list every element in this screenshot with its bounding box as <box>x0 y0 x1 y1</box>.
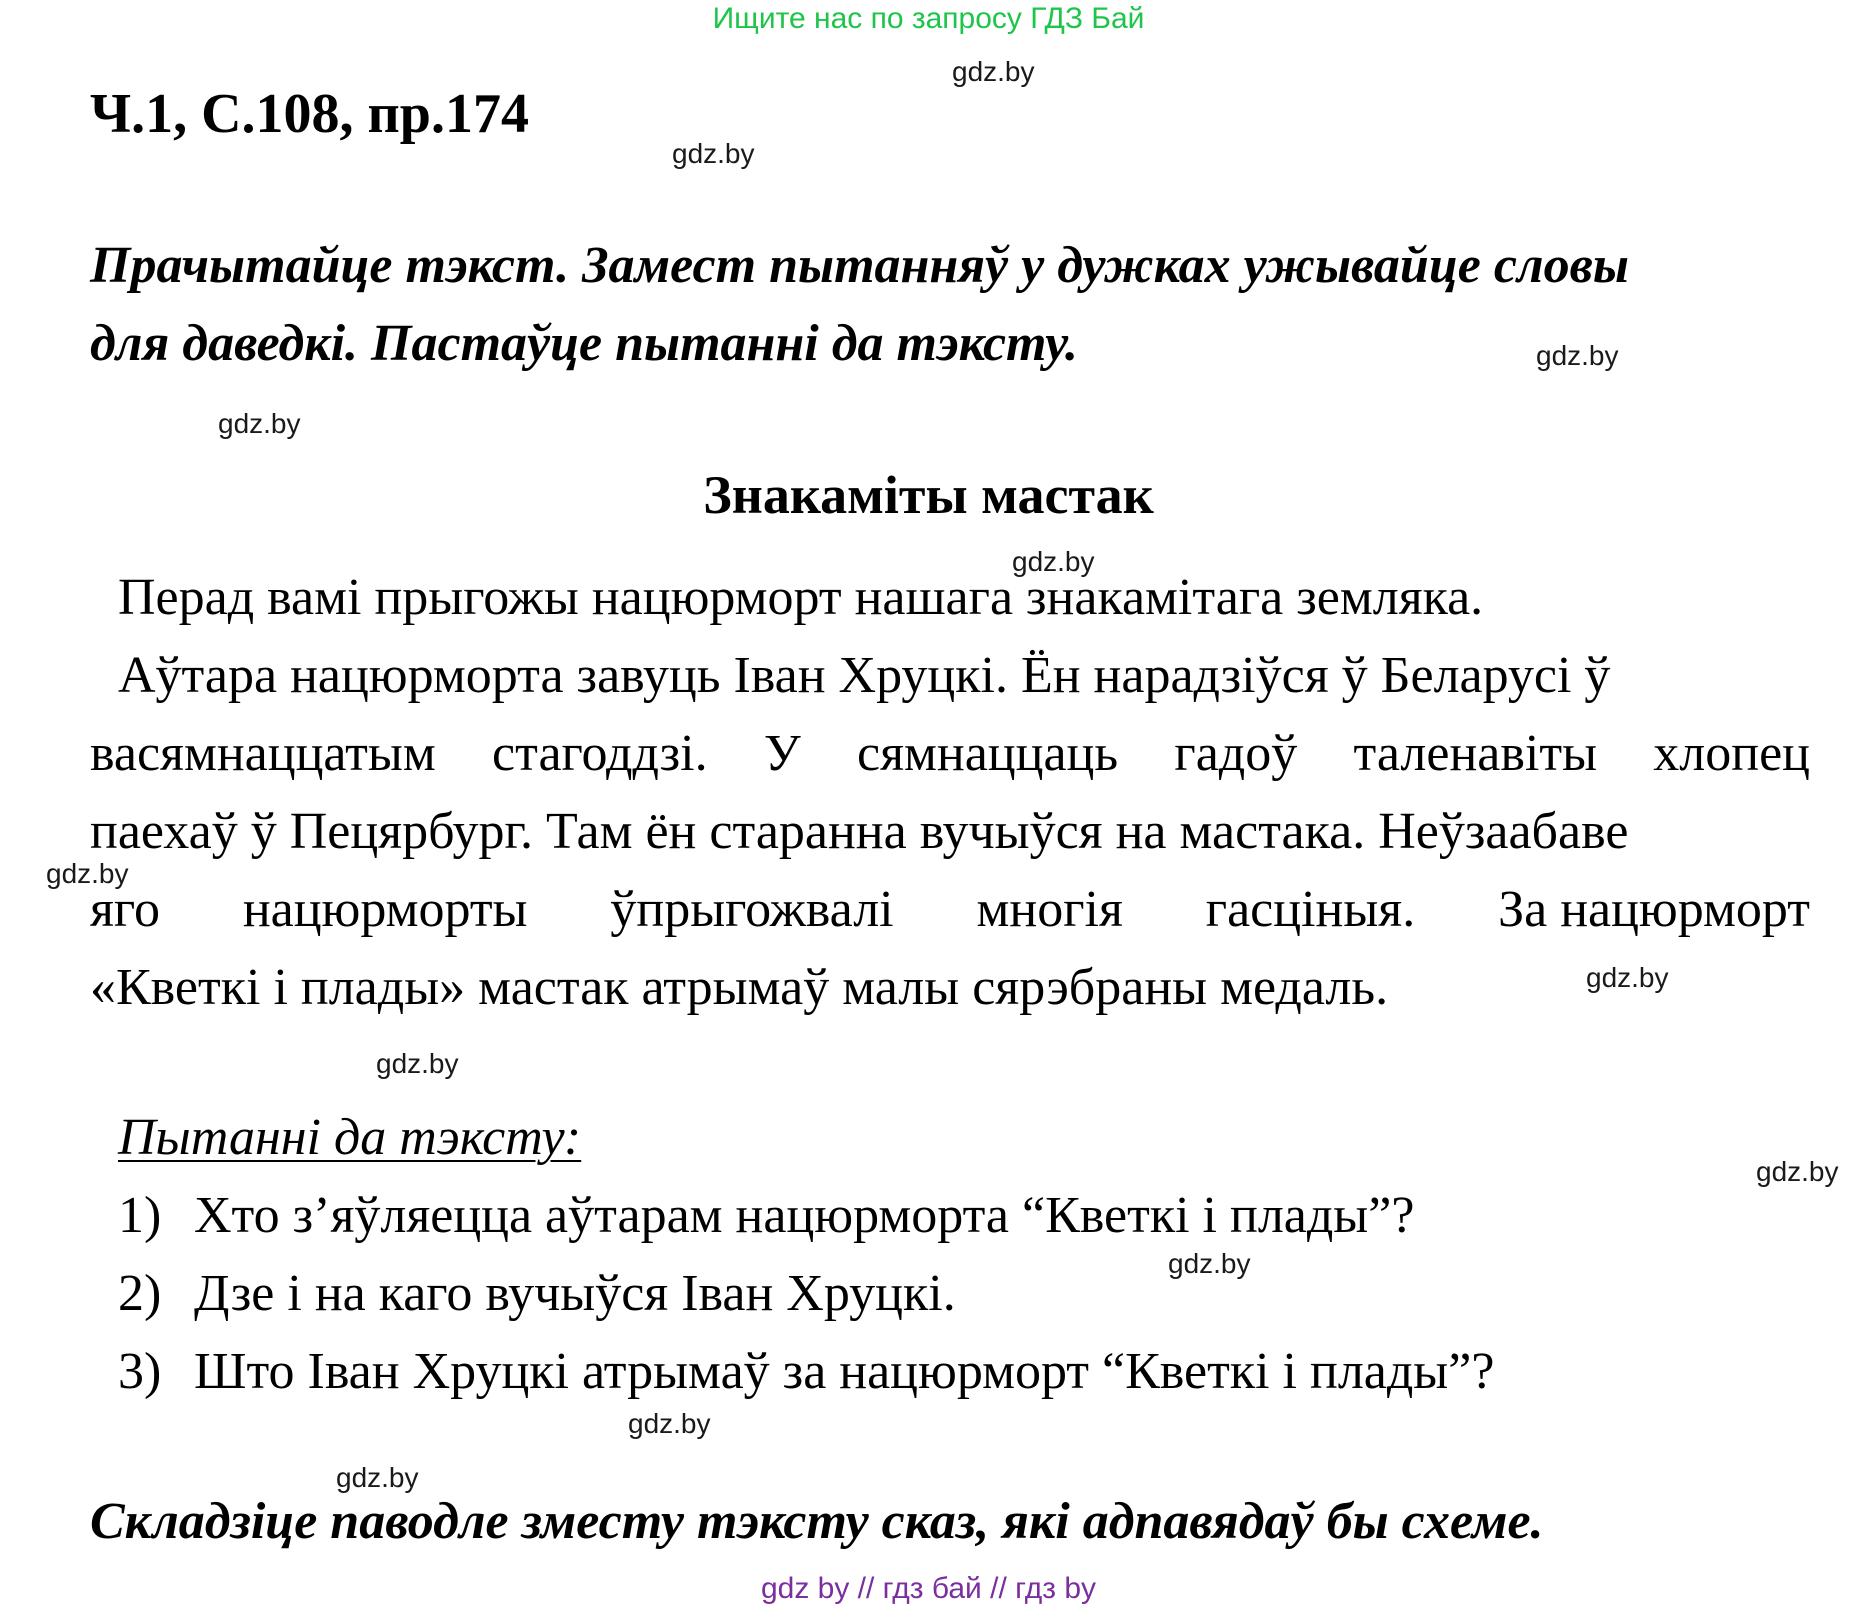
paragraph-line: паехаў ў Пецярбург. Там ён старанна вучыўся на мастака. Неўзаабаве <box>90 803 1629 860</box>
paragraph-word: гасціныя. <box>1205 881 1416 938</box>
watermark: gdz.by <box>952 56 1035 87</box>
paragraph-word: таленавіты <box>1353 725 1598 782</box>
watermark: gdz.by <box>336 1462 419 1493</box>
footer-links: gdz by // гдз бай // гдз by <box>760 1572 1097 1605</box>
paragraph-word: многія <box>976 881 1123 938</box>
question-number: 1) <box>118 1187 162 1244</box>
watermark: gdz.by <box>628 1408 711 1439</box>
paragraph-word: нацюрморты <box>242 881 528 938</box>
paragraph-line: «Кветкі і плады» мастак атрымаў малы сярэбраны медаль. <box>90 959 1389 1016</box>
paragraph-line <box>90 880 1810 940</box>
paragraph-word: За нацюрморт <box>1498 881 1810 938</box>
watermark: gdz.by <box>218 408 301 439</box>
watermark: gdz.by <box>1756 1156 1839 1187</box>
question-item <box>118 1186 1414 1246</box>
paragraph-line: Аўтара нацюрморта завуць Іван Хруцкі. Ён нарадзіўся ў Беларусі ў <box>118 647 1611 704</box>
paragraph-word: васямнаццатым <box>90 725 436 782</box>
watermark: gdz.by <box>376 1048 459 1079</box>
paragraph-line <box>90 724 1810 784</box>
text-heading: Знакаміты мастак <box>703 465 1154 525</box>
question-number: 3) <box>118 1343 162 1400</box>
watermark: gdz.by <box>1536 340 1619 371</box>
paragraph-word: стагоддзі. <box>492 725 708 782</box>
questions-title: Пытанні да тэксту: <box>118 1109 582 1166</box>
top-banner: Ищите нас по запросу ГДЗ Бай <box>712 2 1145 35</box>
watermark: gdz.by <box>672 138 755 169</box>
task-instruction-line-1: Прачытайце тэкст. Замест пытанняў у дужках ужывайце словы <box>90 237 1629 294</box>
paragraph-word: гадоў <box>1174 725 1298 782</box>
paragraph-word: яго <box>90 881 160 938</box>
paragraph-word: сямнаццаць <box>856 725 1119 782</box>
watermark: gdz.by <box>46 858 129 889</box>
paragraph-word: ўпрыгожвалі <box>610 881 894 938</box>
task-instruction-line-2: для даведкі. Пастаўце пытанні да тэксту. <box>90 315 1078 372</box>
paragraph-line: Перад вамі прыгожы нацюрморт нашага знакамітага земляка. <box>118 569 1484 626</box>
question-item <box>118 1264 956 1324</box>
watermark: gdz.by <box>1168 1248 1251 1279</box>
question-text: Што Іван Хруцкі атрымаў за нацюрморт “Кветкі і плады”? <box>194 1343 1495 1400</box>
watermark: gdz.by <box>1586 962 1669 993</box>
paragraph-word: хлопец <box>1653 725 1810 782</box>
page-title: Ч.1, С.108, пр.174 <box>90 83 529 145</box>
watermark: gdz.by <box>1012 546 1095 577</box>
paragraph-word: У <box>763 725 801 782</box>
question-text: Дзе і на каго вучыўся Іван Хруцкі. <box>194 1265 956 1322</box>
question-text: Хто з’яўляецца аўтарам нацюрморта “Кветкі і плады”? <box>194 1187 1415 1244</box>
question-item <box>118 1342 1494 1402</box>
final-instruction: Складзіце паводле зместу тэксту сказ, які адпавядаў бы схеме. <box>90 1493 1544 1550</box>
question-number: 2) <box>118 1265 162 1322</box>
